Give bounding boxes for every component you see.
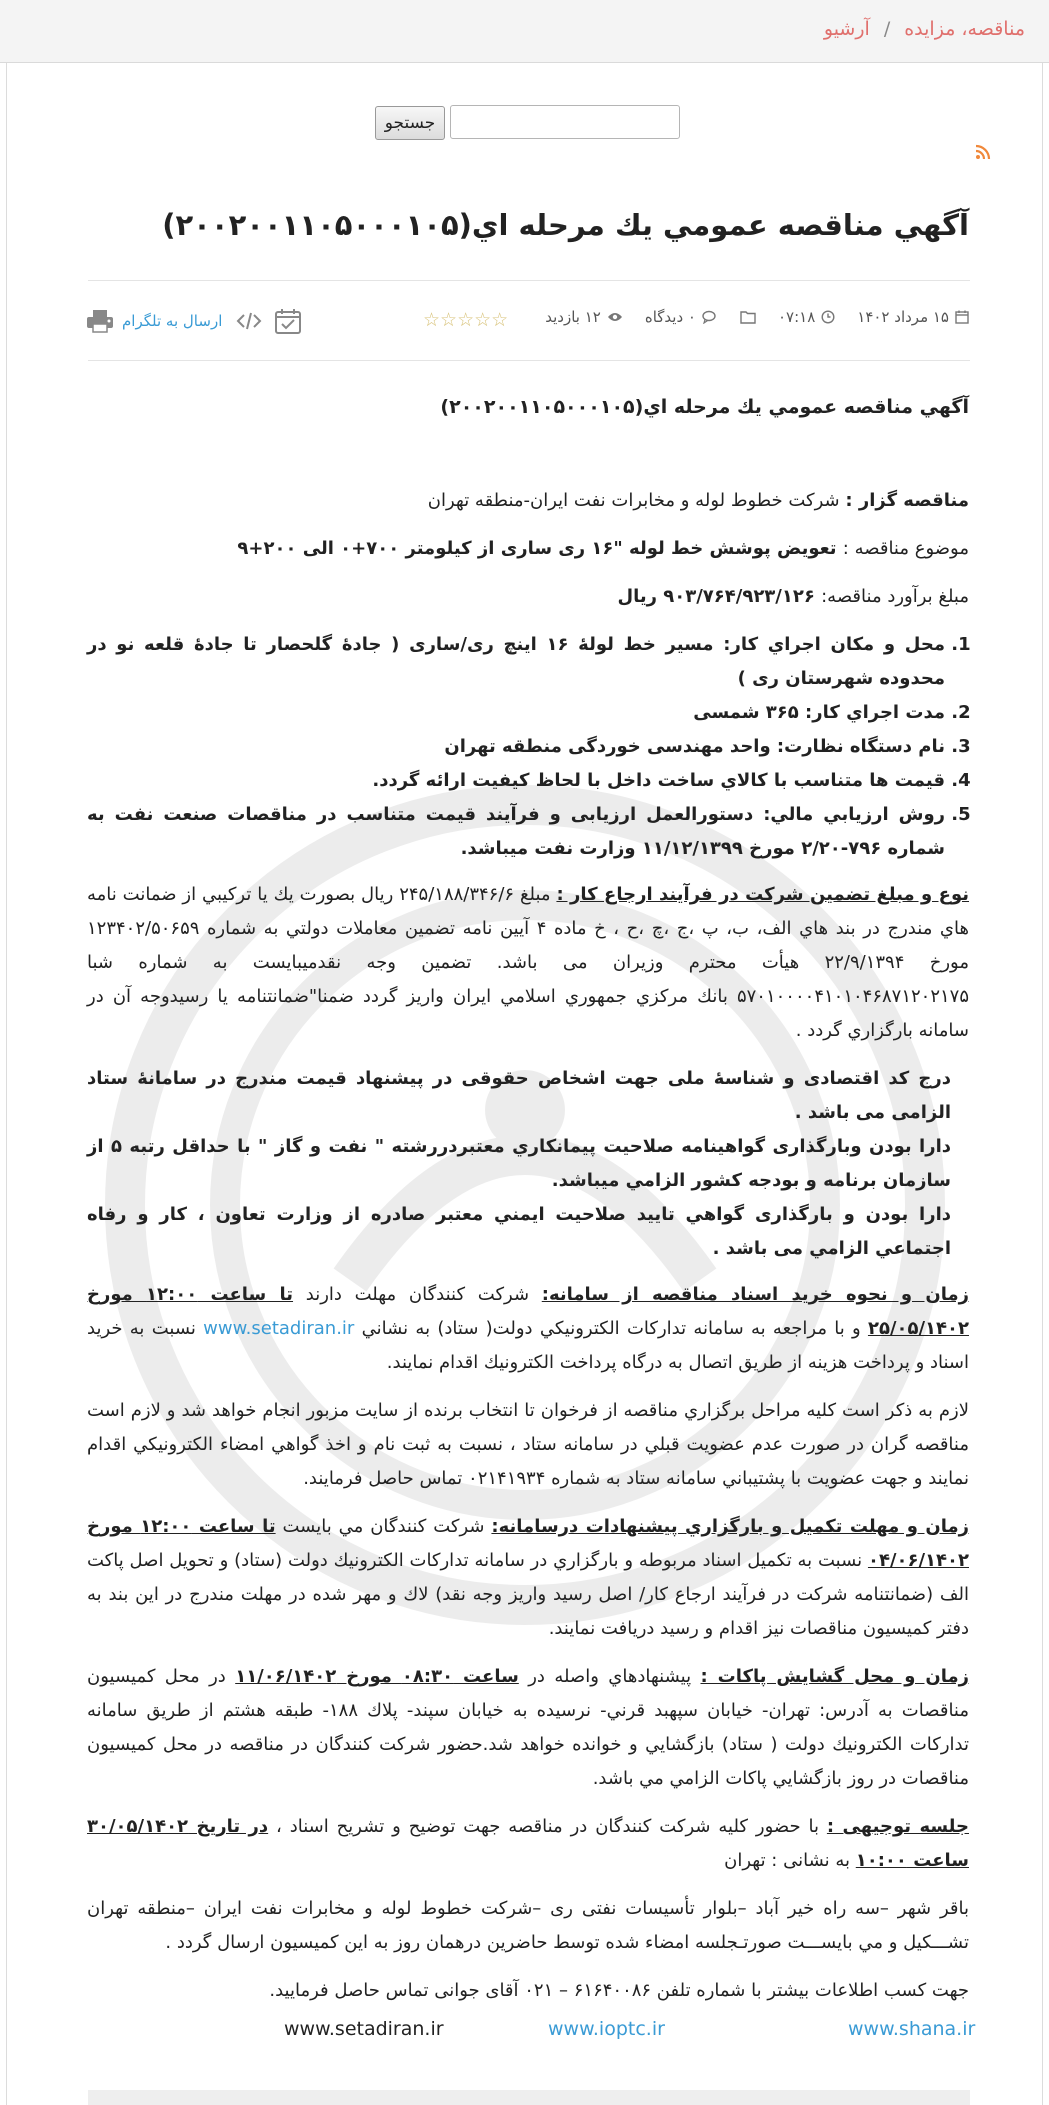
briefing-text-2: به نشانی : تهران — [724, 1850, 856, 1871]
breadcrumb-current-link[interactable]: آرشیو — [823, 18, 870, 40]
estimate-value: ۹۰۳/۷۶۴/۹۲۳/۱۲۶ ريال — [617, 586, 822, 607]
tenderer-value: شرکت خطوط لوله و مخابرات نفت ايران-منطقه تهران — [427, 490, 846, 511]
subject-label: موضوع مناقصه : — [842, 538, 969, 559]
purchase-text-1: شرکت کنندگان مهلت دارند — [293, 1284, 542, 1305]
breadcrumb-separator: / — [883, 18, 891, 40]
setadiran-link[interactable]: www.setadiran.ir — [203, 1318, 355, 1339]
list-item: 4. قيمت ها متناسب با كالاي ساخت داخل با لحاظ كيفيت ارائه گردد. — [87, 764, 945, 798]
list-item: 3. نام دستگاه نظارت: واحد مهندسی خوردگی منطقه تهران — [87, 730, 945, 764]
briefing-text-1: با حضور کلیه شرکت کنندگان در مناقصه جهت توضیح و تشریح اسناد ، — [268, 1816, 827, 1837]
tenderer-line — [87, 484, 969, 518]
search-button[interactable]: جستجو — [375, 106, 445, 140]
clock-icon — [821, 310, 835, 324]
purchase-text-3: نسبت به خريد اسناد و پرداخت هزينه از طريق اتصال به درگاه پرداخت الكترونيك اقدام نمايند. — [87, 1318, 969, 1373]
meta-time — [778, 308, 835, 326]
breadcrumb-bar — [0, 0, 1049, 63]
opening-label: زمان و محل گشايش پاكات : — [700, 1666, 969, 1687]
briefing-label: جلسه توجیهی : — [826, 1816, 969, 1837]
requirements-list — [87, 1062, 969, 1266]
bottom-strip — [88, 2090, 970, 2105]
eye-icon — [607, 311, 623, 323]
guarantee-paragraph — [87, 878, 969, 1048]
comments-icon — [702, 310, 718, 324]
meta-views — [545, 308, 623, 326]
rss-icon[interactable] — [975, 144, 991, 160]
footer-link-shana[interactable]: www.shana.ir — [848, 2018, 976, 2040]
estimate-line — [87, 580, 969, 614]
calendar-icon — [955, 310, 969, 324]
article-tools — [86, 304, 302, 338]
list-item: دارا بودن و بارگذاری گواهي تاييد صلاحيت ايمني معتبر صادره از وزارت تعاون ، كار و رفاه اجتماعي الزامي می باشد . — [87, 1204, 951, 1259]
purchase-label: زمان و نحوه خريد اسناد مناقصه از سامانه: — [541, 1284, 970, 1305]
submit-label: زمان و مهلت تكميل و بارگزاري پيشنهادات درسامانه: — [491, 1516, 970, 1537]
submit-text-1: شركت كنندگان مي بايست — [275, 1516, 492, 1537]
telegram-share-link[interactable]: ارسال به تلگرام — [122, 312, 223, 330]
body-heading: آگهي مناقصه عمومي يك مرحله اي(۲۰۰۲۰۰۱۱۰۵۰۰۰۱۰۵) — [440, 396, 969, 418]
list-item: 1. محل و مكان اجراي كار: مسير خط لولۀ ۱۶ اينچ ری/ساری ( جادۀ گلحصار تا جادۀ قلعه نو در محدوده شهرستان ری ) — [87, 628, 945, 696]
opening-text-2: در محل كميسيون مناقصات به آدرس: تهران- خيابان سپهبد قرني- نرسيده به خيابان سپند- پلاك ۱۸۸- طبقه هشتم از طريق سامانه تداركات الكترونيك دولت ( ستاد) بازگشايي و خوانده خواهد شد.حضور شركت كنندگان در مناقصه در محل كميسيون مناقصات در روز بازگشايي پاكات الزامي مي باشد. — [87, 1666, 970, 1789]
breadcrumb — [824, 18, 1025, 40]
note-paragraph: لازم به ذكر است كليه مراحل برگزاري مناقصه از فرخوان تا انتخاب برنده از سايت مزبور انجام خواهد شد و لازم است مناقصه گران در صورت عدم عضويت قبلي در سامانه ستاد ، نسبت به ثبت نام و اخذ گواهي امضاء الكترونيكي اقدام نمايند و جهت عضويت با پشتيباني سامانه ستاد به شماره ۰۲۱۴۱۹۳۴ تماس حاصل فرمايند. — [87, 1400, 969, 1489]
briefing-deadline: در تاریخ ۳۰/۰۵/۱۴۰۲ ساعت ۱۰:۰۰ — [87, 1816, 969, 1871]
tenderer-label: مناقصه گزار : — [845, 490, 969, 511]
purchase-deadline: تا ساعت ۱۲:۰۰ مورخ ۲۵/۰۵/۱۴۰۲ — [87, 1284, 969, 1339]
opening-paragraph — [87, 1660, 969, 1796]
guarantee-text: مبلغ ۲۴۵/۱۸۸/۳۴۶/۶ ريال بصورت يك يا تركيبي از ضمانت نامه هاي مندرج در بند هاي الف، ب، پ ،ج ،چ ،ح ، خ ماده ۴ آيين نامه تضمين معاملات دولتي به شماره ۱۲۳۴۰۲/۵۰۶۵۹ مورخ ۲۲/۹/۱۳۹۴ هيأت محترم وزيران می باشد. تضمين وجه نقدميبايست به شماره شبا ۵۷۰۱۰۰۰۰۴۱۰۱۰۴۶۸۷۱۲۰۲۱۷۵ بانك مركزي جمهوري اسلامي ايران واريز گردد ضمنا"ضمانتنامه يا رسيدوجه آن در سامانه بارگزاري گردد . — [87, 884, 969, 1041]
opening-text-1: پيشنهادهاي واصله در — [518, 1666, 701, 1687]
breadcrumb-home-link[interactable]: مناقصه، مزایده — [904, 18, 1025, 40]
meta-comments-text: ۰ دیدگاه — [644, 308, 696, 326]
footer-links — [88, 2018, 976, 2048]
meta-date-text: ۱۵ مرداد ۱۴۰۲ — [857, 308, 949, 326]
subject-line — [87, 532, 969, 566]
list-item: درج کد اقتصادی و شناسۀ ملی جهت اشخاص حقوقی در پيشنهاد قيمت مندرج در سامانۀ ستاد الزامی می باشد . — [87, 1068, 951, 1123]
article-body — [87, 390, 969, 2022]
estimate-label: مبلغ برآورد مناقصه: — [821, 586, 969, 607]
meta-time-text: ۰۷:۱۸ — [777, 308, 816, 326]
article-meta — [545, 308, 969, 326]
article-title: آگهي مناقصه عمومي يك مرحله اي(۲۰۰۲۰۰۱۱۰۵۰۰۰۱۰۵) — [162, 208, 969, 242]
search-input[interactable] — [450, 105, 680, 139]
meta-date — [857, 308, 969, 326]
purchase-paragraph — [87, 1278, 969, 1380]
subject-value: تعويض پوشش خط لوله "۱۶ ری ساری از كيلومتر ۷۰۰+۰ الی ۲۰۰+۹ — [237, 538, 843, 559]
purchase-text-2: و با مراجعه به سامانه تداركات الكترونيكي دولت( ستاد) به نشاني — [354, 1318, 868, 1339]
folder-icon[interactable] — [740, 310, 756, 324]
contact-paragraph: جهت کسب اطلاعات بیشتر با شماره تلفن ۶۱۶۴۰۰۸۶ – ۰۲۱ آقای جوانی تماس حاصل فرمایید. — [269, 1980, 969, 2001]
opening-deadline: ساعت ۰۸:۳۰ مورخ ۱۱/۰۶/۱۴۰۲ — [235, 1666, 519, 1687]
meta-category[interactable] — [740, 310, 756, 324]
rating-stars[interactable]: ☆☆☆☆☆ — [423, 309, 509, 331]
list-item: دارا بودن وبارگذاری گواهينامه صلاحيت پيمانكاري معتبردررشته " نفت و گاز " با حداقل رتبه ۵ از سازمان برنامه و بودجه كشور الزامي ميباشد. — [87, 1136, 951, 1191]
conditions-list — [87, 628, 969, 866]
briefing-paragraph — [87, 1810, 969, 1878]
meta-comments[interactable] — [645, 308, 718, 326]
address-paragraph: باقر شهر –سه راه خير آباد –بلوار تأسيسات نفتی ری –شرکت خطوط لوله و مخابرات نفت ايران –منطقه تهران تشـــكيل و مي بايســـت صورتـجلسه امضاء شده توسط حاضرين درهمان روز به اين كميسيون ارسال گردد . — [87, 1898, 969, 1953]
meta-divider — [88, 360, 970, 361]
submit-deadline: تا ساعت ۱۲:۰۰ مورخ ۰۴/۰۶/۱۴۰۲ — [87, 1516, 969, 1571]
footer-link-setadiran[interactable]: www.setadiran.ir — [284, 2018, 444, 2040]
submit-text-2: نسبت به تكميل اسناد مربوطه و بارگزاري در سامانه تدارکات الکترونيك دولت (ستاد) و تحويل اصل پاكت الف (ضمانتنامه شركت در فرآيند ارجاع كار/ اصل رسيد واريز وجه نقد) لاك و مهر شده در مهلت مندرج در اين بند به دفتر كميسيون مناقصات نيز اقدام و رسيد دريافت نمايند. — [87, 1550, 969, 1639]
list-item: 2. مدت اجراي كار: ۳۶۵ شمسی — [87, 696, 945, 730]
footer-link-ioptc[interactable]: www.ioptc.ir — [548, 2018, 665, 2040]
meta-views-text: ۱۲ بازدید — [545, 308, 601, 326]
print-icon[interactable] — [86, 309, 114, 333]
guarantee-label: نوع و مبلغ تضمين شرکت در فرآيند ارجاع کار : — [556, 884, 969, 905]
title-divider — [88, 280, 970, 281]
submit-paragraph — [87, 1510, 969, 1646]
list-item: 5. روش ارزيابي مالي: دستورالعمل ارزيابی و فرآيند قيمت متناسب در مناقصات صنعت نفت به شماره ۷۹۶-۲/۲۰ مورخ ۱۱/۱۲/۱۳۹۹ وزارت نفت ميباشد. — [87, 798, 945, 866]
calendar-check-icon[interactable] — [274, 308, 302, 334]
embed-code-icon[interactable] — [236, 310, 262, 332]
